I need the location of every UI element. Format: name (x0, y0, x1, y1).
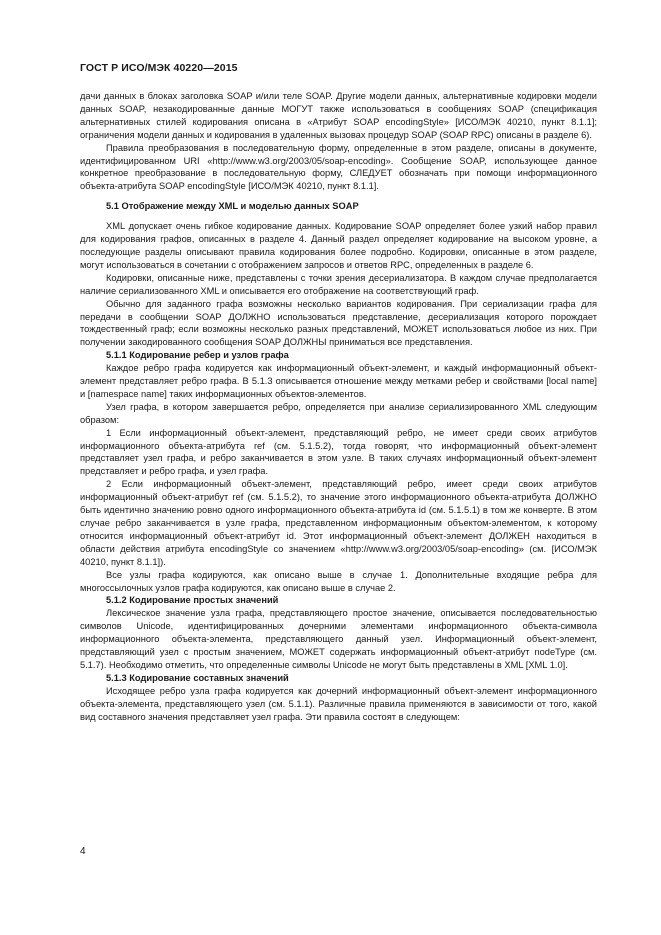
document-header: ГОСТ Р ИСО/МЭК 40220—2015 (80, 62, 238, 74)
paragraph: Кодировки, описанные ниже, представлены с точки зрения десериализатора. В каждом случае предполагается наличие сериализованного XML и описывается его отображение на соответствующий граф. (80, 272, 597, 296)
paragraph: XML допускает очень гибкое кодирование данных. Кодирование SOAP определяет более узкий набор правил для кодирования графов, описанных в разделе 4. Данный раздел определяет кодирование на высоком уровне, а последующие разделы описывают правила кодирования более подробно. Кодировки, описанные в этом разделе, могут использоваться в сочетании с отображением запросов и ответов RPC, определенных в разделе 6. (80, 221, 597, 270)
subsection-heading-5-1-3: 5.1.3 Кодирование составных значений (106, 672, 289, 683)
paragraph: Обычно для заданного графа возможны несколько вариантов кодирования. При сериализации графа для передачи в сообщении SOAP ДОЛЖНО использоваться представление, десериализация которого порождает тождественный граф; если возможны несколько разных представлений, МОЖЕТ использоваться любое из них. При получении закодированного сообщения SOAP ДОЛЖНЫ приниматься все представления. (80, 298, 597, 348)
paragraph: Все узлы графа кодируются, как описано выше в случае 1. Дополнительные входящие ребра для многоссылочных узлов графа кодируются, как описано выше в случае 2. (80, 569, 597, 593)
subsection-heading-5-1-1: 5.1.1 Кодирование ребер и узлов графа (106, 350, 289, 361)
paragraph: Лексическое значение узла графа, представляющего простое значение, описывается последовательностью символов Unicode, идентифицированных дочерними элементами информационного объекта-символа информационного объекта-элемента, представляющего данный узел. Информационный объект-элемент, представляющий узел с простым значением, МОЖЕТ содержать информационный объект-атрибут nodeType (см. 5.1.7). Необходимо отметить, что определенные символы Unicode не могут быть представлены в XML [XML 1.0]. (80, 608, 597, 670)
section-heading-5-1: 5.1 Отображение между XML и моделью данных SOAP (106, 201, 359, 212)
page-number: 4 (80, 846, 86, 857)
paragraph: Узел графа, в котором завершается ребро, определяется при анализе сериализированного XML следующим образом: (80, 401, 597, 425)
paragraph: Исходящее ребро узла графа кодируется как дочерний информационный объект-элемент информационного объекта-элемента, представляющего узел (см. 5.1.1). Различные правила применяются в зависимости от того, какой вид составного значения представляет узел графа. Эти правила состоят в следующем: (80, 685, 597, 722)
paragraph: дачи данных в блоках заголовка SOAP и/или теле SOAP. Другие модели данных, альтернативные кодировки модели данных SOAP, незакодированные данные МОГУТ также использоваться в сообщениях SOAP (спецификация альтернативных стилей кодирования описана в «Атрибут SOAP encodingStyle» [ИСО/МЭК 40210, пункт 8.1.1]; ограничения модели данных и кодирования в удаленных вызовах процедур SOAP (SOAP RPC) описаны в разделе 6). (80, 91, 597, 140)
paragraph: Каждое ребро графа кодируется как информационный объект-элемент, и каждый информационный объект-элемент представляет ребро графа. В 5.1.3 описывается отношение между метками ребер и свойствами [local name] и [namespace name] таких информационных объектов-элементов. (80, 363, 597, 399)
document-body (80, 90, 597, 724)
paragraph-case-1: 1 Если информационный объект-элемент, представляющий ребро, не имеет среди своих атрибутов информационного объекта-атрибута ref (см. 5.1.5.2), тогда говорят, что информационный объект-элемент представляет узел графа, и ребро заканчивается в этом узле. В таких случаях информационный объект-элемент представляет и ребро графа, и узел графа. (80, 427, 597, 477)
paragraph: Правила преобразования в последовательную форму, определенные в этом разделе, описаны в документе, идентифицированном URI «http://www.w3.org/2003/05/soap-encoding». Сообщение SOAP, использующее данное конкретное преобразование в последовательную форму, СЛЕДУЕТ обозначать при помощи информационного объекта-атрибута SOAP encodingStyle [ИСО/МЭК 40210, пункт 8.1.1]. (80, 142, 597, 192)
subsection-heading-5-1-2: 5.1.2 Кодирование простых значений (106, 595, 279, 606)
paragraph-case-2: 2 Если информационный объект-элемент, представляющий ребро, имеет среди своих атрибутов информационный объект-атрибут ref (см. 5.1.5.2), то значение этого информационного объекта-атрибута ДОЛЖНО быть идентично значению ровно одного информационного объекта-атрибута id (см. 5.1.5.1) в том же конверте. В этом случае ребро заканчивается в узле графа, представленном информационным объектом-элементом, к которому относится информационный объект-атрибут id. Этот информационный объект-элемент ДОЛЖЕН находиться в области действия атрибута encodingStyle со значением «http://www.w3.org/2003/05/soap-encoding» (см. [ИСО/МЭК 40210, пункт 8.1.1]). (80, 479, 597, 567)
